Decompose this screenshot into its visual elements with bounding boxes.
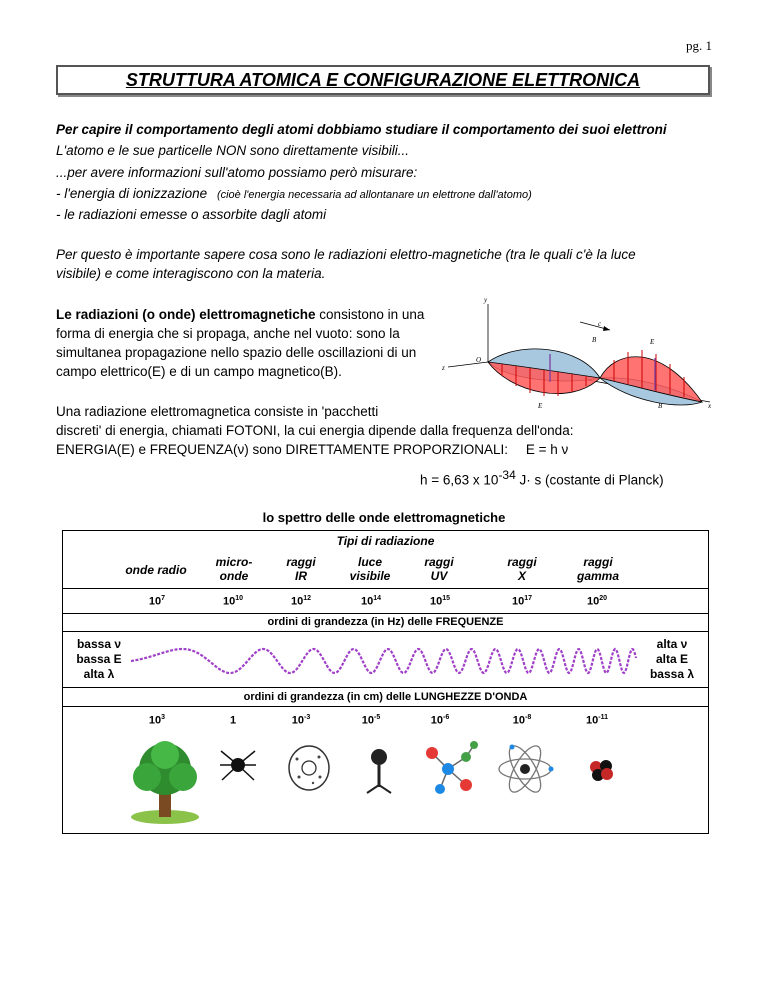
type-x: raggi X	[507, 555, 537, 583]
label-x: x	[708, 402, 712, 410]
bullet-radiation: - le radiazioni emesse o assorbite dagli atomi	[56, 207, 327, 222]
spectrum-header: Tipi di radiazione	[336, 534, 435, 548]
label-o: O	[476, 356, 482, 364]
planck-exponent: -34	[498, 468, 516, 482]
planck-constant	[420, 466, 664, 490]
wl-microwave: 1	[229, 714, 237, 727]
spider-icon	[218, 745, 258, 785]
chirp-wave-path	[131, 649, 636, 673]
label-c: c	[598, 320, 602, 328]
relation-line	[56, 440, 568, 459]
label-b-top: B	[592, 336, 597, 344]
c-arrowhead	[603, 326, 610, 331]
importance-paragraph: Per questo è importante sapere cosa sono le radiazioni elettro-magnetiche (tra le quali c'è la luce visibile) e come interagiscono con la materia.	[56, 247, 636, 281]
label-e-bottom: E	[538, 402, 543, 410]
bullet-ionization	[56, 184, 532, 205]
virus-icon	[359, 743, 399, 797]
bullet-ionization-text: - l'energia di ionizzazione	[56, 186, 208, 201]
type-visible: luce visibile	[349, 555, 391, 583]
intro-bold-line: Per capire il comportamento degli atomi dobbiamo studiare il comportamento dei suoi elettroni	[56, 122, 667, 137]
divider-5	[63, 706, 708, 707]
freq-visible: $10^{14}$	[360, 595, 382, 608]
divider-2	[63, 613, 708, 614]
planck-base: h = 6,63 x 10	[420, 472, 499, 488]
em-definition-rest: consistono in una forma di energia che si propaga, anche nel vuoto: sono la simultanea propagazione nello spazio delle oscillazioni di un campo elettrico(E) e di un campo magnetico(B).	[56, 307, 425, 379]
page-number: pg. 1	[686, 38, 712, 53]
type-radio: onde radio	[125, 563, 187, 577]
intro-line-2: ...per avere informazioni sull'atomo possiamo però misurare:	[56, 165, 418, 180]
wl-ir: $10^{-3}$	[291, 714, 311, 727]
freq-microwave: $10^{10}$	[222, 595, 244, 608]
type-gamma: raggi gamma	[576, 555, 620, 583]
freq-uv: $10^{15}$	[429, 595, 451, 608]
type-ir: raggi IR	[286, 555, 316, 583]
z-axis	[448, 362, 488, 367]
divider-4	[63, 687, 708, 688]
label-z: z	[442, 364, 445, 372]
photon-line-2: discreti' di energia, chiamati FOTONI, la cui energia dipende dalla frequenza dell'onda:	[56, 423, 574, 438]
freq-gamma: $10^{20}$	[586, 595, 608, 608]
wl-x: $10^{-8}$	[512, 714, 532, 727]
label-e-top: E	[650, 338, 655, 346]
planck-unit: J· s (costante di Planck)	[515, 472, 664, 488]
divider-1	[63, 588, 708, 589]
wl-visible: $10^{-5}$	[361, 714, 381, 727]
molecule-icon	[418, 739, 480, 801]
em-wave-diagram	[440, 292, 720, 412]
spectrum-caption: lo spettro delle onde elettromagnetiche	[262, 510, 506, 525]
relation-text: ENERGIA(E) e FREQUENZA(ν) sono DIRETTAMENTE PROPORZIONALI:	[56, 442, 509, 457]
type-microwave: micro- onde	[215, 555, 253, 583]
wl-gamma: $10^{-11}$	[586, 714, 608, 727]
frequency-wave	[131, 636, 641, 686]
page-title-text: STRUTTURA ATOMICA E CONFIGURAZIONE ELETTRONICA	[125, 69, 641, 90]
wl-uv: $10^{-6}$	[430, 714, 450, 727]
em-definition-paragraph	[56, 305, 438, 381]
label-y: y	[484, 296, 488, 304]
cell-icon	[285, 743, 333, 793]
freq-x: $10^{17}$	[511, 595, 533, 608]
label-b-bottom: B	[658, 402, 663, 410]
frequency-caption: ordini di grandezza (in Hz) delle FREQUENZE	[267, 616, 504, 628]
right-side-labels: alta ν alta E bassa λ	[649, 637, 695, 681]
bullet-ionization-note: (cioè l'energia necessaria ad allontanare un elettrone dall'atomo)	[216, 189, 532, 201]
tree-icon	[125, 739, 205, 825]
wl-radio: $10^3$	[148, 714, 166, 727]
nucleus-icon	[587, 757, 617, 783]
divider-3	[63, 631, 708, 632]
left-side-labels: bassa ν bassa E alta λ	[76, 637, 122, 681]
freq-ir: $10^{12}$	[290, 595, 312, 608]
type-uv: raggi UV	[424, 555, 454, 583]
intro-line-1: L'atomo e le sue particelle NON sono direttamente visibili...	[56, 143, 409, 158]
energy-formula: E = h ν	[525, 442, 569, 457]
page-title	[56, 65, 710, 95]
em-definition-bold: Le radiazioni (o onde) elettromagnetiche	[56, 307, 316, 322]
wavelength-caption: ordini di grandezza (in cm) delle LUNGHEZZE D'ONDA	[243, 691, 528, 703]
photon-line-1: Una radiazione elettromagnetica consiste in 'pacchetti	[56, 404, 379, 419]
spectrum-table	[62, 530, 709, 834]
atom-icon	[495, 739, 555, 799]
freq-radio: $10^7$	[148, 595, 166, 608]
